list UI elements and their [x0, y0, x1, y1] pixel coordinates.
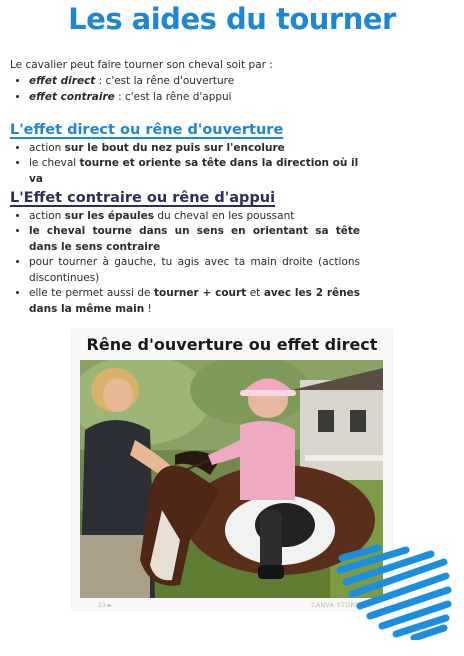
section-effet-direct	[10, 123, 360, 187]
page-title: Les aides du tourner	[68, 2, 396, 36]
list-text: elle te permet aussi de	[29, 287, 154, 299]
list-text: : c'est la rêne d'ouverture	[95, 75, 235, 87]
list-text: le cheval	[29, 157, 80, 169]
list-bold: le cheval tourne dans un sens en orientant sa tête dans le sens contraire	[29, 225, 360, 253]
section-heading: L'effet direct ou rêne d'ouverture	[10, 122, 284, 138]
list-bold: tourner + court	[154, 287, 247, 299]
list-bold: tourne et oriente sa tête dans la direction où il va	[29, 157, 359, 185]
list-item	[29, 156, 360, 187]
list-text: !	[144, 302, 152, 315]
list-term: effet contraire	[29, 91, 115, 103]
intro-text: Le cavalier peut faire tourner son cheval soit par :	[10, 59, 273, 71]
list-bold: sur les épaules	[64, 209, 155, 222]
blue-scribble-decoration	[336, 540, 454, 640]
list-text: du cheval en les poussant	[154, 209, 295, 222]
list-item	[29, 209, 360, 225]
section-list	[10, 141, 360, 188]
list-text: action	[29, 209, 65, 222]
list-text: et	[246, 287, 264, 299]
list-item	[29, 89, 450, 105]
intro-list	[10, 73, 450, 105]
list-bold: sur le bout du nez puis sur l'encolure	[64, 141, 285, 154]
intro-block	[10, 57, 450, 105]
list-item	[29, 286, 360, 317]
photo-caption-right: CANVA STORIES	[311, 602, 366, 609]
list-item	[29, 73, 450, 89]
list-item	[29, 224, 360, 255]
list-text: pour tourner à gauche, tu agis avec ta main droite (actions discontinues)	[29, 256, 360, 284]
photo-caption-left: 23 ►	[98, 602, 113, 609]
section-heading: L'Effet contraire ou rêne d'appui	[10, 190, 276, 206]
list-bold: avec les 2 rênes dans la même main	[29, 287, 360, 315]
list-item	[29, 255, 360, 286]
section-effet-contraire	[10, 191, 360, 317]
list-term: effet direct	[29, 75, 96, 87]
list-text: : c'est la rêne d'appui	[114, 91, 232, 103]
list-item	[29, 141, 360, 157]
photo-title: Rêne d'ouverture ou effet direct	[86, 335, 378, 354]
section-list	[10, 209, 360, 318]
list-text: action	[29, 141, 65, 154]
